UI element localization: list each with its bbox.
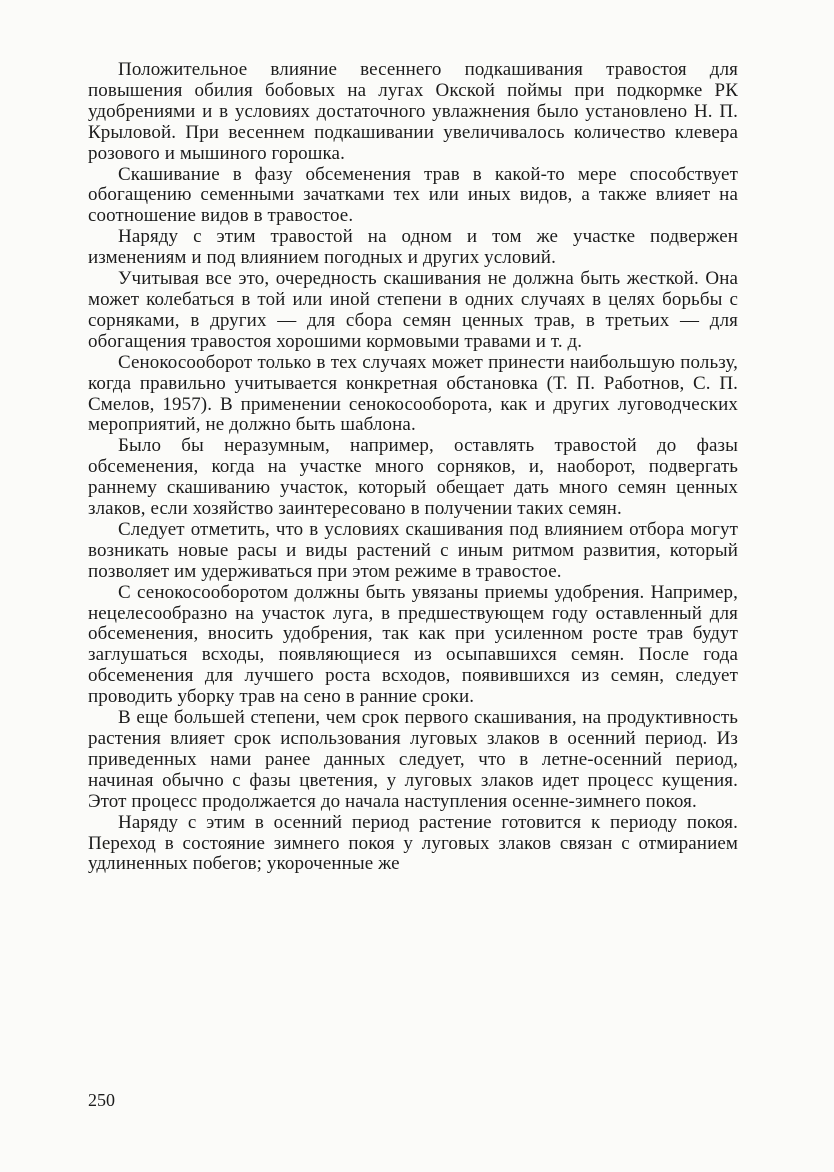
body-text xyxy=(88,60,738,875)
paragraph-4: Учитывая все это, очередность скашивания не должна быть жесткой. Она может колебаться в той или иной степени в одних случаях в целях борьбы с сорняками, в других — для сбора семян ценных трав, в третьих — для обогащения травостоя хорошими кормовыми травами и т. д. xyxy=(88,268,738,352)
paragraph-1: Положительное влияние весеннего подкашивания травостоя для повышения обилия бобовых на лугах Окской поймы при подкормке РК удобрениями и в условиях достаточного увлажнения было установлено Н. П. Крыловой. При весеннем подкашивании увеличивалось количество клевера розового и мышиного горошка. xyxy=(88,59,738,164)
paragraph-6: Было бы неразумным, например, оставлять травостой до фазы обсеменения, когда на участке много сорняков, и, наоборот, подвергать раннему скашиванию участок, который обещает дать много семян ценных злаков, если хозяйство заинтересовано в получении таких семян. xyxy=(88,435,738,520)
paragraph-5: Сенокосооборот только в тех случаях может принести наибольшую пользу, когда правильно учитывается конкретная обстановка (Т. П. Работнов, С. П. Смелов, 1957). В применении сенокосооборота, как и других луговодческих мероприятий, не должно быть шаблона. xyxy=(88,351,738,436)
paragraph-8: С сенокосооборотом должны быть увязаны приемы удобрения. Например, нецелесообразно на участок луга, в предшествующем году оставленный для обсеменения, вносить удобрения, так как при усиленном росте трав будут заглушаться всходы, появляющиеся из осыпавшихся семян. После года обсеменения для лучшего роста всходов, появившихся из семян, следует проводить уборку трав на сено в ранние сроки. xyxy=(88,581,738,708)
paragraph-3: Наряду с этим травостой на одном и том же участке подвержен изменениям и под влиянием погодных и других условий. xyxy=(88,226,738,269)
paragraph-10: Наряду с этим в осенний период растение готовится к периоду покоя. Переход в состояние зимнего покоя у луговых злаков связан с отмиранием удлиненных побегов; укороченные же xyxy=(88,811,738,875)
page-number: 250 xyxy=(88,1090,115,1110)
paragraph-7: Следует отметить, что в условиях скашивания под влиянием отбора могут возникать новые расы и виды растений с иным ритмом развития, который позволяет им удерживаться при этом режиме в травостое. xyxy=(88,518,738,582)
paragraph-9: В еще большей степени, чем срок первого скашивания, на продуктивность растения влияет срок использования луговых злаков в осенний период. Из приведенных нами ранее данных следует, что в летне-осенний период, начиная обычно с фазы цветения, у луговых злаков идет процесс кущения. Этот процесс продолжается до начала наступления осенне-зимнего покоя. xyxy=(88,707,738,812)
paragraph-2: Скашивание в фазу обсеменения трав в какой-то мере способствует обогащению семенными зачатками тех или иных видов, а также влияет на соотношение видов в травостое. xyxy=(88,163,738,227)
